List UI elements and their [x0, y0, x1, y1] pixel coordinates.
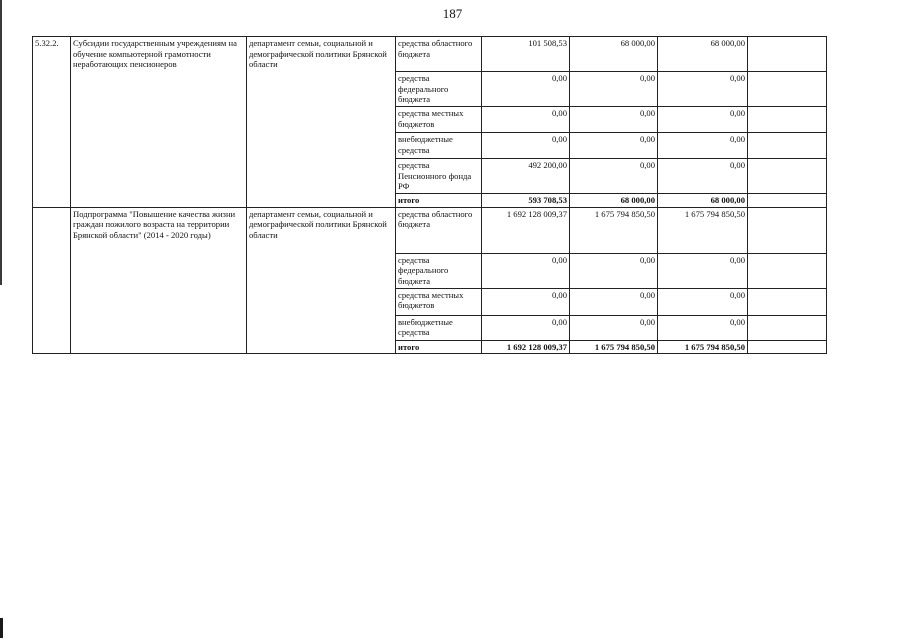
value-year-3: 0,00 [658, 253, 748, 288]
executor-name: департамент семьи, социальной и демографической политики Брянской области [247, 37, 396, 208]
funding-source: средства Пенсионного фонда РФ [396, 159, 482, 194]
scan-edge-mark [0, 0, 2, 285]
total-label: итого [396, 340, 482, 354]
funding-source: средства местных бюджетов [396, 107, 482, 133]
total-year-1: 1 692 128 009,37 [482, 340, 570, 354]
row-code [33, 207, 71, 354]
table-row [33, 37, 827, 72]
value-year-1: 0,00 [482, 253, 570, 288]
funding-source: средства федерального бюджета [396, 253, 482, 288]
page-number: 187 [442, 6, 463, 21]
value-year-2: 0,00 [570, 315, 658, 340]
value-year-1: 1 692 128 009,37 [482, 207, 570, 253]
value-year-3: 0,00 [658, 159, 748, 194]
empty-cell [748, 253, 827, 288]
value-year-1: 0,00 [482, 72, 570, 107]
funding-source: средства местных бюджетов [396, 288, 482, 315]
value-year-2: 0,00 [570, 107, 658, 133]
value-year-3: 0,00 [658, 288, 748, 315]
value-year-2: 0,00 [570, 159, 658, 194]
empty-cell [748, 133, 827, 159]
empty-cell [748, 159, 827, 194]
executor-name: департамент семьи, социальной и демографической политики Брянской области [247, 207, 396, 354]
value-year-2: 0,00 [570, 72, 658, 107]
total-label: итого [396, 194, 482, 208]
value-year-2: 0,00 [570, 288, 658, 315]
value-year-2: 1 675 794 850,50 [570, 207, 658, 253]
row-code: 5.32.2. [33, 37, 71, 208]
value-year-3: 1 675 794 850,50 [658, 207, 748, 253]
empty-cell [748, 315, 827, 340]
value-year-3: 0,00 [658, 107, 748, 133]
value-year-3: 0,00 [658, 72, 748, 107]
value-year-2: 68 000,00 [570, 37, 658, 72]
empty-cell [748, 288, 827, 315]
scan-edge-mark-bottom [0, 618, 3, 638]
funding-source: средства федерального бюджета [396, 72, 482, 107]
empty-cell [748, 194, 827, 208]
empty-cell [748, 340, 827, 354]
subprogram-name: Подпрограмма "Повышение качества жизни граждан пожилого возраста на территории Брянской области" (2014 - 2020 годы) [71, 207, 247, 354]
total-year-2: 1 675 794 850,50 [570, 340, 658, 354]
table-row [33, 207, 827, 253]
value-year-3: 68 000,00 [658, 37, 748, 72]
empty-cell [748, 207, 827, 253]
empty-cell [748, 72, 827, 107]
value-year-1: 0,00 [482, 107, 570, 133]
value-year-1: 0,00 [482, 133, 570, 159]
value-year-3: 0,00 [658, 315, 748, 340]
budget-table [32, 36, 827, 354]
funding-source: внебюджетные средства [396, 315, 482, 340]
total-year-3: 1 675 794 850,50 [658, 340, 748, 354]
total-year-1: 593 708,53 [482, 194, 570, 208]
value-year-1: 101 508,53 [482, 37, 570, 72]
total-year-3: 68 000,00 [658, 194, 748, 208]
funding-source: средства областного бюджета [396, 37, 482, 72]
value-year-2: 0,00 [570, 253, 658, 288]
value-year-1: 492 200,00 [482, 159, 570, 194]
measure-name: Субсидии государственным учреждениям на обучение компьютерной грамотности неработающих пенсионеров [71, 37, 247, 208]
value-year-3: 0,00 [658, 133, 748, 159]
total-year-2: 68 000,00 [570, 194, 658, 208]
empty-cell [748, 107, 827, 133]
funding-source: средства областного бюджета [396, 207, 482, 253]
funding-source: внебюджетные средства [396, 133, 482, 159]
empty-cell [748, 37, 827, 72]
value-year-1: 0,00 [482, 315, 570, 340]
value-year-2: 0,00 [570, 133, 658, 159]
value-year-1: 0,00 [482, 288, 570, 315]
